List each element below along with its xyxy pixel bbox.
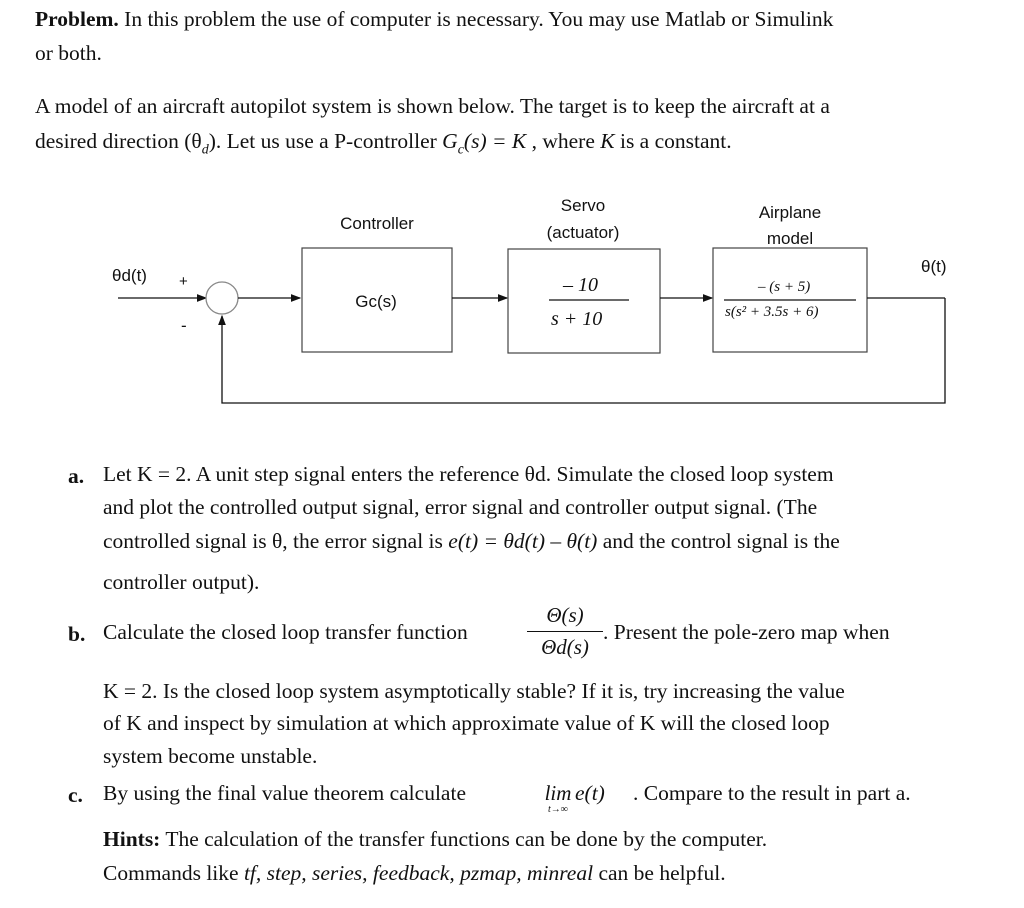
intro-line-1: A model of an aircraft autopilot system is shown below. The target is to keep the aircraft at a [35,94,830,118]
part-a-line-3 [103,531,840,553]
hints-text-1: The calculation of the transfer functions can be done by the computer. [165,827,768,851]
servo-numerator: – 10 [563,274,598,296]
intro-G: G [442,129,458,153]
intro-where: , where [526,129,601,153]
error-equation: e(t) = θd(t) – θ(t) [448,529,598,553]
servo-block [508,249,660,353]
fraction-bar [527,631,603,632]
intro-K: K [600,129,615,153]
fraction-numerator: Θ(s) [546,603,584,627]
hints-heading: Hints: [103,827,161,851]
hints-text-2b: can be helpful. [593,861,726,885]
part-a-line-1: Let K = 2. A unit step signal enters the reference θd. Simulate the closed loop system [103,462,834,486]
intro-text-a: desired direction (θ [35,129,202,153]
part-a-line-3-b: and the control signal is the [597,529,840,553]
controller-title: Controller [340,214,414,233]
hints-commands: tf, step, series, feedback, pzmap, minreal [243,861,594,885]
servo-denominator: s + 10 [551,308,603,330]
fraction-denominator: Θd(s) [541,635,589,660]
output-label: θ(t) [921,257,947,276]
input-label: θd(t) [112,266,147,285]
limit-subscript: t→∞ [548,804,568,815]
servo-title-2: (actuator) [546,223,620,242]
minus-sign: - [181,316,187,335]
servo-title-1: Servo [560,196,606,215]
limit-function: e(t) [575,781,605,805]
part-a-label: a. [68,464,85,488]
part-b-line-3: of K and inspect by simulation at which approximate value of K will the closed loop [103,711,830,735]
intro-eq: (s) = K [463,129,527,153]
part-b-line-2: K = 2. Is the closed loop system asymptotically stable? If it is, try increasing the value [103,679,845,703]
part-a-line-4: controller output). [103,570,260,594]
intro-end: is a constant. [614,129,732,153]
closed-loop-fraction [527,603,603,660]
hints-line-2 [103,863,726,885]
part-c-line-1-a: By using the final value theorem calculate [103,781,466,805]
part-a-line-3-a: controlled signal is θ, the error signal is [103,529,449,553]
problem-text-1: In this problem the use of computer is necessary. You may use Matlab or Simulink [124,7,834,31]
part-b-line-1-a: Calculate the closed loop transfer function [103,620,468,644]
part-c-label: c. [68,783,83,807]
intro-theta-sub: d [201,142,209,158]
problem-heading: Problem. [35,7,119,31]
part-b-label: b. [68,622,86,646]
hints-line-1 [103,829,767,851]
plane-title-2: model [766,229,814,248]
intro-G-sub: c [457,142,464,158]
block-diagram [0,0,1024,420]
summing-junction [206,282,238,314]
limit-text: lim [544,781,572,805]
intro-text-b: ). Let us use a P-controller [208,129,443,153]
hints-text-2a: Commands like [103,861,244,885]
part-b-line-1-b: . Present the pole-zero map when [603,620,890,644]
part-a-line-2: and plot the controlled output signal, error signal and controller output signal. (The [103,495,818,519]
part-b-line-4: system become unstable. [103,744,318,768]
problem-line-2: or both. [35,41,102,65]
plus-sign: + [179,273,188,290]
plane-title-1: Airplane [758,203,822,222]
plane-numerator: – (s + 5) [758,279,811,295]
part-c-line-1-b: . Compare to the result in part a. [633,781,911,805]
controller-tf: Gc(s) [355,292,397,311]
plane-denominator: s(s² + 3.5s + 6) [725,304,819,320]
